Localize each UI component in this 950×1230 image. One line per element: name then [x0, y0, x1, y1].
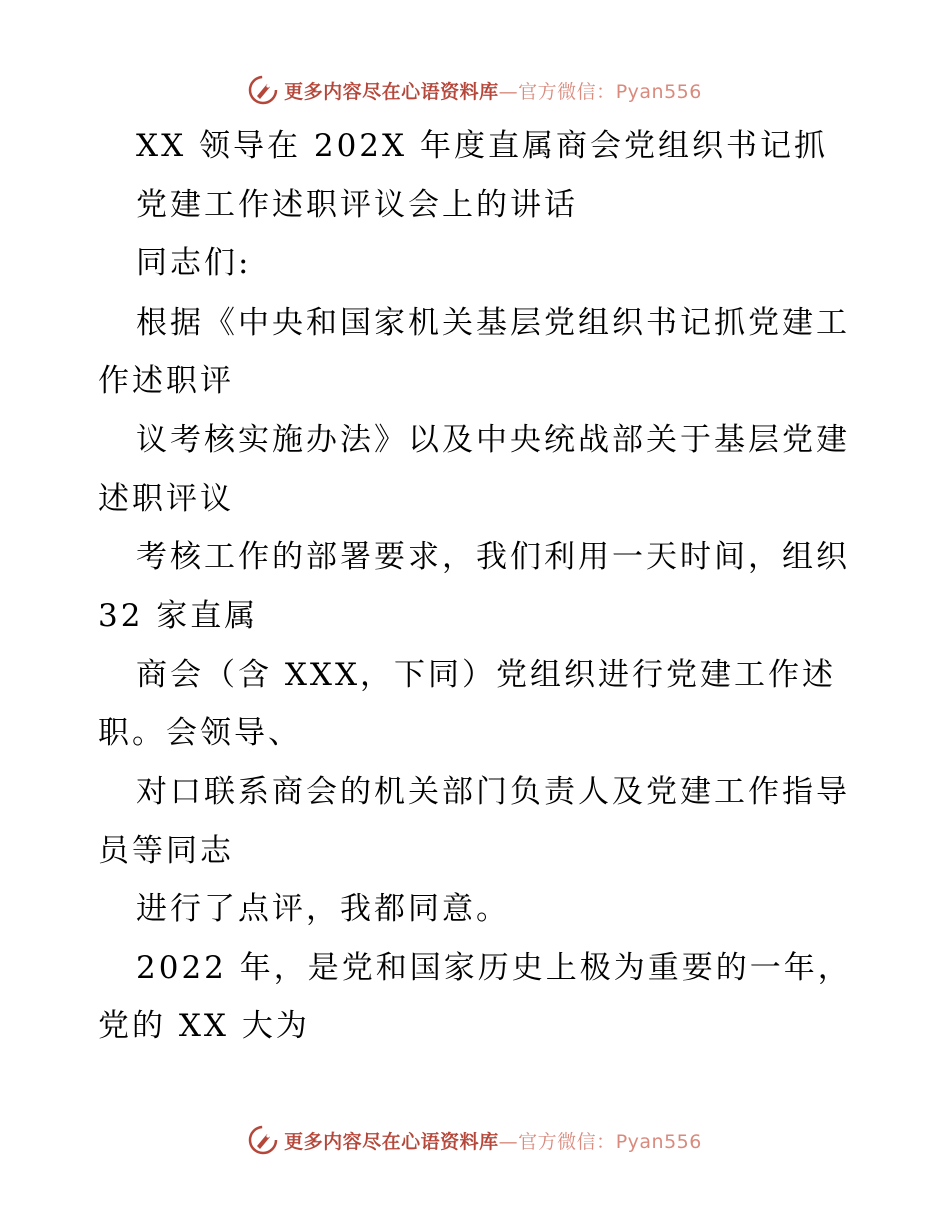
document-line: 职。会领导、: [98, 715, 302, 751]
pen-nib-logo-icon: [248, 75, 278, 105]
watermark-handle: Pyan556: [615, 80, 702, 103]
document-line: 议考核实施办法》以及中央统战部关于基层党建: [136, 422, 850, 458]
document-line: 述职评议: [98, 481, 234, 517]
document-line: 进行了点评，我都同意。: [136, 891, 510, 927]
document-line: 同志们:: [136, 245, 252, 281]
watermark-strong: 更多内容尽在心语资料库: [284, 80, 499, 103]
watermark-text: [284, 77, 702, 104]
document-line: 员等同志: [98, 833, 234, 869]
watermark-dash: —: [498, 80, 519, 103]
document-line: 根据《中央和国家机关基层党组织书记抓党建工: [136, 305, 850, 341]
document-line: 对口联系商会的机关部门负责人及党建工作指导: [136, 774, 850, 810]
watermark-handle: Pyan556: [615, 1130, 702, 1153]
document-line: 党建工作述职评议会上的讲话: [136, 187, 578, 223]
document-line: 作述职评: [98, 363, 234, 399]
watermark-label: 官方微信：: [518, 80, 616, 103]
document-line: 商会（含 XXX，下同）党组织进行党建工作述: [136, 657, 837, 693]
document-line: 党的 XX 大为: [98, 1008, 310, 1044]
footer-watermark: [0, 1120, 950, 1160]
document-line: 2022 年，是党和国家历史上极为重要的一年，: [136, 950, 852, 986]
header-watermark: [0, 70, 950, 110]
watermark-dash: —: [498, 1130, 519, 1153]
watermark-label: 官方微信：: [518, 1130, 616, 1153]
pen-nib-logo-icon: [248, 1125, 278, 1155]
document-line: 32 家直属: [98, 598, 259, 634]
document-line: XX 领导在 202X 年度直属商会党组织书记抓: [136, 128, 828, 164]
watermark-strong: 更多内容尽在心语资料库: [284, 1130, 499, 1153]
watermark-text: [284, 1127, 702, 1154]
document-line: 考核工作的部署要求，我们利用一天时间，组织: [136, 539, 850, 575]
